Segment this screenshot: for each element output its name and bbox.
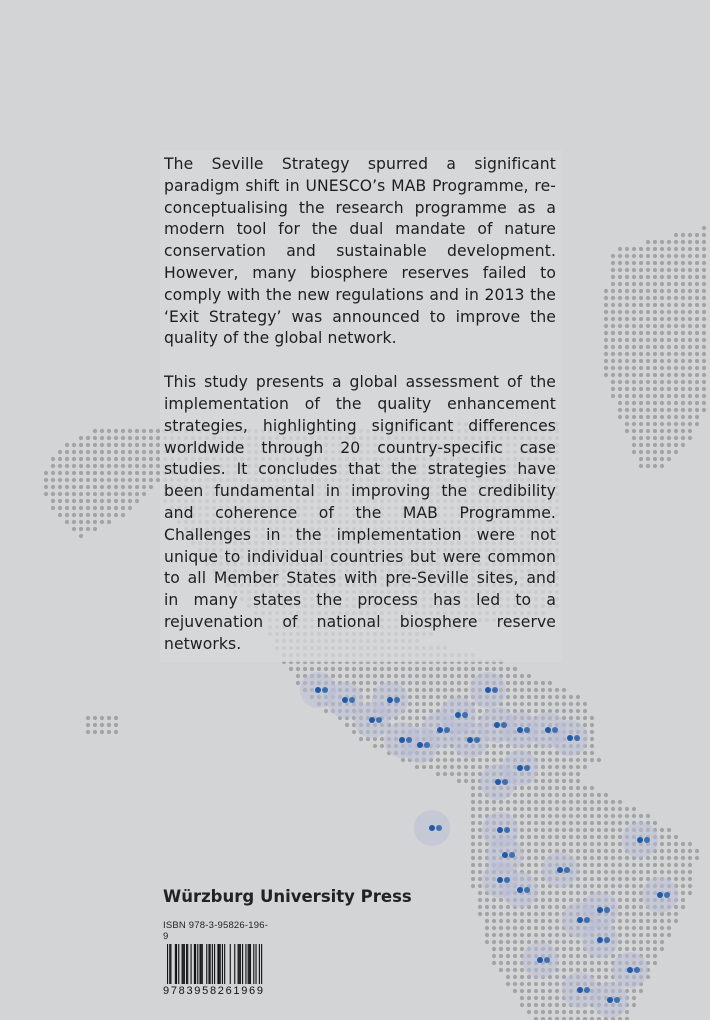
isbn-block: [163, 920, 273, 996]
blurb-panel: [160, 150, 562, 662]
barcode-icon: [163, 944, 267, 996]
publisher-name: Würzburg University Press: [163, 887, 412, 906]
blurb-paragraph-1: The Seville Strategy spurred a significant paradigm shift in UNESCO’s MAB Programme, re-conceptualising the research programme as a modern tool for the dual mandate of nature conservation and sustainable development. However, many biosphere reserves failed to comply with the new regulations and in 2013 the ‘Exit Strategy’ was announced to improve the quality of the global network.: [164, 155, 556, 348]
svg-text:9783958261969: 9783958261969: [163, 985, 263, 996]
blurb-paragraph-2: This study presents a global assessment of the implementation of the quality enhancement strategies, highlighting significant differences worldwide through 20 country-specific case studies. It concludes that the strategies have been fundamental in improving the credibility and coherence of the MAB Programme. Challenges in the implementation were not unique to individual countries but were common to all Member States with pre-Seville sites, and in many states the process has led to a rejuvenation of national biosphere reserve networks.: [164, 373, 556, 653]
isbn-label: ISBN 978-3-95826-196-9: [163, 920, 269, 942]
